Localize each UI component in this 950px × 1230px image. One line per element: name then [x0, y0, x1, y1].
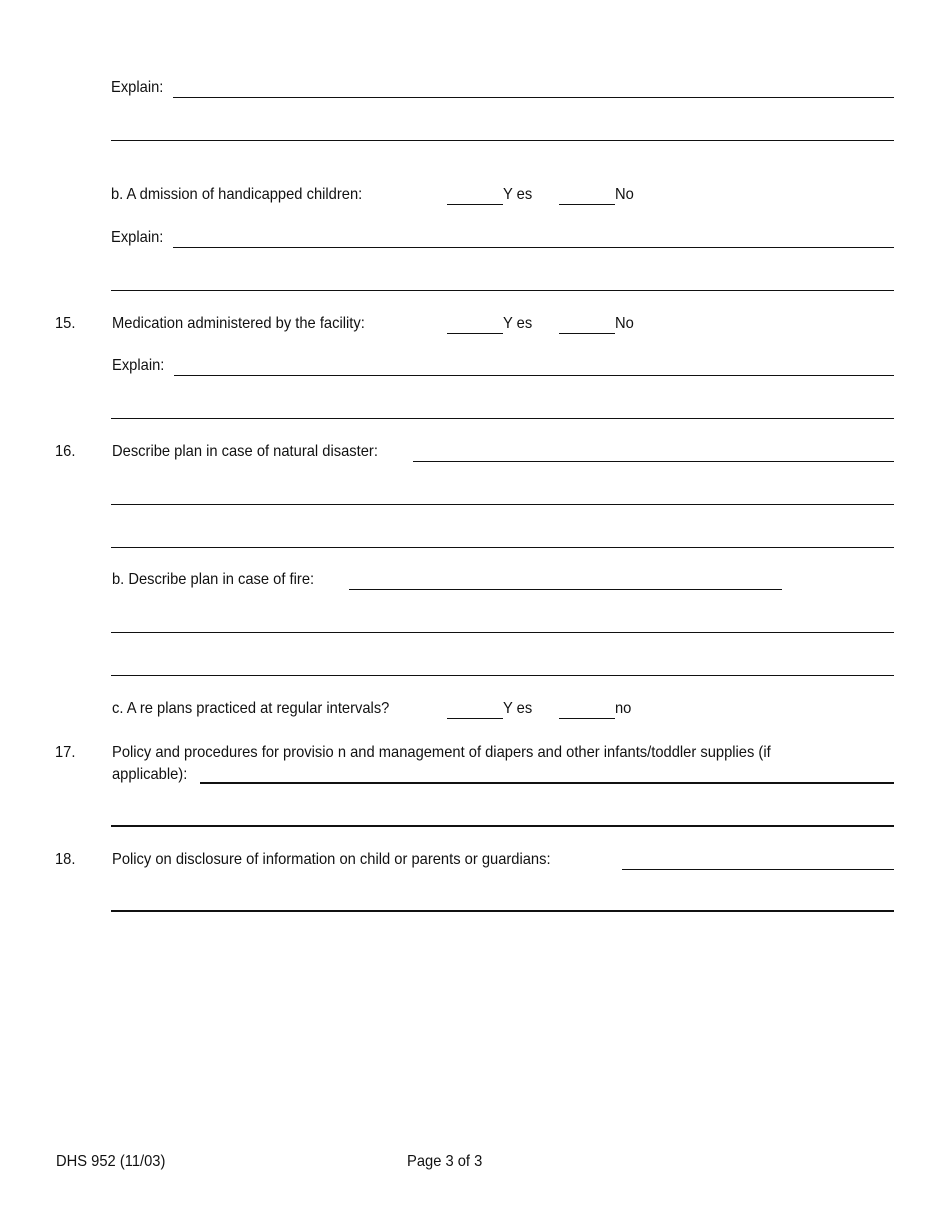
disclosure-policy-label: Policy on disclosure of information on child or parents or guardians: [112, 851, 551, 868]
explain-label: Explain: [112, 357, 165, 374]
natural-disaster-label: Describe plan in case of natural disaster: [112, 443, 378, 460]
item-number-15: 15. [55, 315, 76, 332]
disclosure-policy-field[interactable] [622, 869, 894, 870]
fire-plan-field[interactable] [349, 589, 782, 590]
explain-field-line2[interactable] [111, 140, 894, 141]
fire-plan-line2[interactable] [111, 632, 894, 633]
disclosure-policy-line2[interactable] [111, 910, 894, 912]
form-id: DHS 952 (11/03) [56, 1153, 166, 1170]
item-number-18: 18. [55, 851, 76, 868]
no-label: no [615, 700, 632, 717]
page-number: Page 3 of 3 [407, 1153, 483, 1170]
item-number-17: 17. [55, 744, 76, 761]
plans-practiced-label: c. A re plans practiced at regular intervals? [112, 700, 390, 717]
handicapped-explain-field[interactable] [173, 247, 894, 248]
explain-label: Explain: [111, 229, 164, 246]
handicapped-no-field[interactable] [559, 204, 615, 205]
handicapped-yes-field[interactable] [447, 204, 503, 205]
plans-practiced-no-field[interactable] [559, 718, 615, 719]
natural-disaster-line2[interactable] [111, 504, 894, 505]
no-label: No [615, 186, 634, 203]
explain-label: Explain: [111, 79, 164, 96]
fire-plan-label: b. Describe plan in case of fire: [112, 571, 315, 588]
handicapped-admission-label: b. A dmission of handicapped children: [111, 186, 363, 203]
yes-label: Y es [503, 700, 533, 717]
item-number-16: 16. [55, 443, 76, 460]
yes-label: Y es [503, 186, 533, 203]
handicapped-explain-line2[interactable] [111, 290, 894, 291]
diapers-policy-label-line2: applicable): [112, 766, 188, 783]
explain-field[interactable] [173, 97, 894, 98]
medication-yes-field[interactable] [447, 333, 503, 334]
diapers-policy-line2[interactable] [111, 825, 894, 827]
fire-plan-line3[interactable] [111, 675, 894, 676]
natural-disaster-line3[interactable] [111, 547, 894, 548]
yes-label: Y es [503, 315, 533, 332]
natural-disaster-field[interactable] [413, 461, 894, 462]
medication-explain-field[interactable] [174, 375, 894, 376]
no-label: No [615, 315, 634, 332]
medication-label: Medication administered by the facility: [112, 315, 365, 332]
diapers-policy-field[interactable] [200, 782, 894, 784]
medication-explain-line2[interactable] [111, 418, 894, 419]
diapers-policy-label: Policy and procedures for provisio n and management of diapers and other infants/toddler supplies (if [112, 744, 771, 761]
medication-no-field[interactable] [559, 333, 615, 334]
plans-practiced-yes-field[interactable] [447, 718, 503, 719]
